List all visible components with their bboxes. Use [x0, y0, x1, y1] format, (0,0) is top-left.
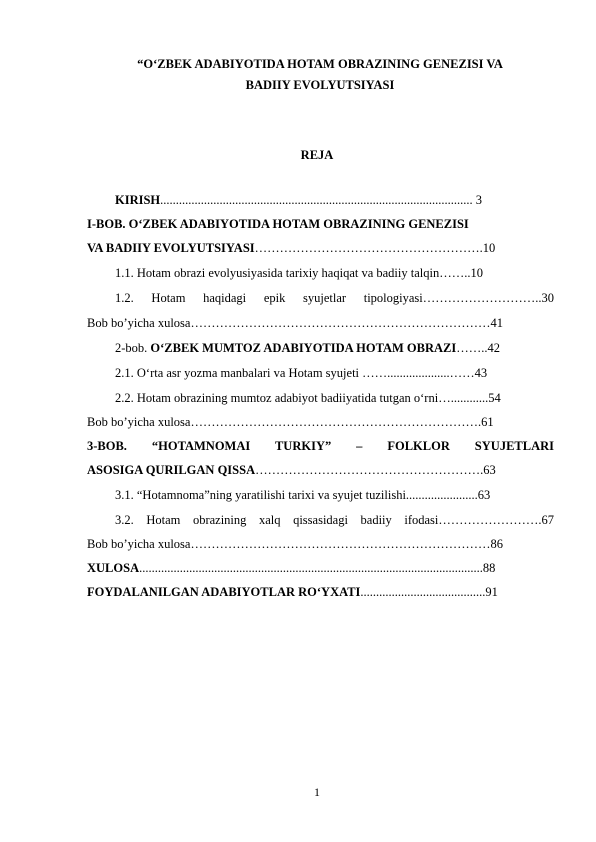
toc-leader: ………………………..	[422, 291, 542, 305]
toc-row-section-3-2	[115, 510, 554, 530]
page-title-line-2: BADIIY EVOLYUTSIYASI	[245, 78, 395, 92]
toc-page: 41	[490, 316, 503, 330]
toc-page: 63	[477, 488, 491, 502]
toc-leader: ……..	[456, 341, 488, 355]
toc-leader: …………………….	[438, 513, 542, 527]
toc-entry-text: ASOSIGA QURILGAN QISSA	[87, 463, 256, 477]
toc-leader: ……....................……	[362, 366, 475, 380]
toc-entry-text: 1.2. Hotam haqidagi epik syujetlar tipologiyasi	[115, 291, 423, 305]
plan-heading: REJA	[300, 148, 334, 162]
toc-entry-text: Bob bo’yicha xulosa	[87, 316, 191, 330]
toc-entry-text: 1.1. Hotam obrazi evolyusiyasida tarixiy haqiqat va badiiy talqin	[115, 266, 440, 280]
toc-entry-text: KIRISH	[115, 193, 161, 207]
toc-entry-text: Bob bo’yicha xulosa	[87, 415, 191, 429]
toc-page: 61	[481, 415, 494, 429]
toc-page: 54	[488, 391, 501, 405]
toc-entry-text: Bob bo’yicha xulosa	[87, 537, 191, 551]
toc-entry-text: 2.2. Hotam obrazining mumtoz adabiyot badiiyatida tutgan o‘rni	[115, 391, 439, 405]
toc-entry-text: VA BADIIY EVOLYUTSIYASI	[87, 241, 255, 255]
toc-leader: ....................................................................................................	[160, 193, 473, 207]
toc-leader: …............	[438, 391, 489, 405]
toc-entry-text: 3-BOB. “HOTAMNOMAI TURKIY” – FOLKLOR SYUJETLARI	[87, 439, 554, 453]
toc-leader: …………………………………………………………….	[190, 415, 482, 429]
toc-row-chapter-1-line-1	[87, 214, 554, 234]
toc-row-chapter-1-line-2	[87, 238, 554, 258]
toc-page: 3	[472, 193, 483, 207]
toc-page: 63	[483, 463, 496, 477]
toc-row-chapter-3-summary	[87, 534, 554, 554]
toc-leader: ……..	[439, 266, 471, 280]
toc-page: 91	[485, 585, 498, 599]
toc-leader: ………………………………………………………………	[190, 537, 491, 551]
toc-page: 43	[474, 366, 488, 380]
toc-entry-text: 3.1. “Hotamnoma”ning yaratilishi tarixi va syujet tuzilishi	[115, 488, 406, 502]
toc-row-references	[87, 582, 554, 602]
toc-row-chapter-2-summary	[87, 412, 554, 432]
toc-row-introduction	[115, 190, 554, 210]
toc-leader: ……………………………………………….	[255, 463, 484, 477]
toc-page: 30	[541, 291, 554, 305]
page-number: 1	[314, 785, 320, 799]
toc-page: 88	[482, 561, 496, 575]
toc-leader: ……………………………………………….	[254, 241, 483, 255]
toc-entry-text: 2.1. O‘rta asr yozma manbalari va Hotam syujeti	[115, 366, 363, 380]
toc-row-section-3-1	[115, 485, 554, 505]
toc-leader: ..............................................................................................................	[139, 561, 483, 575]
toc-row-chapter-3-line-2	[87, 460, 554, 480]
toc-entry-text: XULOSA	[87, 561, 140, 575]
toc-row-conclusion	[87, 558, 554, 578]
toc-row-section-2-1	[115, 363, 554, 383]
toc-row-chapter-1-summary	[87, 313, 554, 333]
toc-page: 42	[487, 341, 500, 355]
toc-entry-text: I-BOB. O‘ZBEK ADABIYOTIDA HOTAM OBRAZINING GENEZISI	[87, 217, 469, 231]
toc-entry-text: FOYDALANILGAN ADABIYOTLAR RO‘YXATI	[87, 585, 361, 599]
toc-entry-text: O‘ZBEK MUMTOZ ADABIYOTIDA HOTAM OBRAZI	[150, 341, 457, 355]
toc-page: 67	[541, 513, 554, 527]
toc-entry-prefix: 2-bob.	[115, 341, 151, 355]
toc-row-section-2-2	[115, 388, 554, 408]
toc-row-chapter-3-line-1	[87, 436, 554, 456]
toc-page: 10	[482, 241, 496, 255]
toc-row-chapter-2	[115, 338, 554, 358]
page-title-line-1: “O‘ZBEK ADABIYOTIDA HOTAM OBRAZINING GENEZISI VA	[137, 57, 503, 71]
toc-leader: ........................................	[360, 585, 486, 599]
toc-page: 86	[490, 537, 503, 551]
toc-row-section-1-1	[115, 263, 554, 283]
toc-leader: ………………………………………………………………	[190, 316, 491, 330]
toc-row-section-1-2	[115, 288, 554, 308]
toc-page: 10	[470, 266, 483, 280]
toc-entry-text: 3.2. Hotam obrazining xalq qissasidagi badiiy ifodasi	[115, 513, 439, 527]
toc-leader: .......................	[405, 488, 478, 502]
